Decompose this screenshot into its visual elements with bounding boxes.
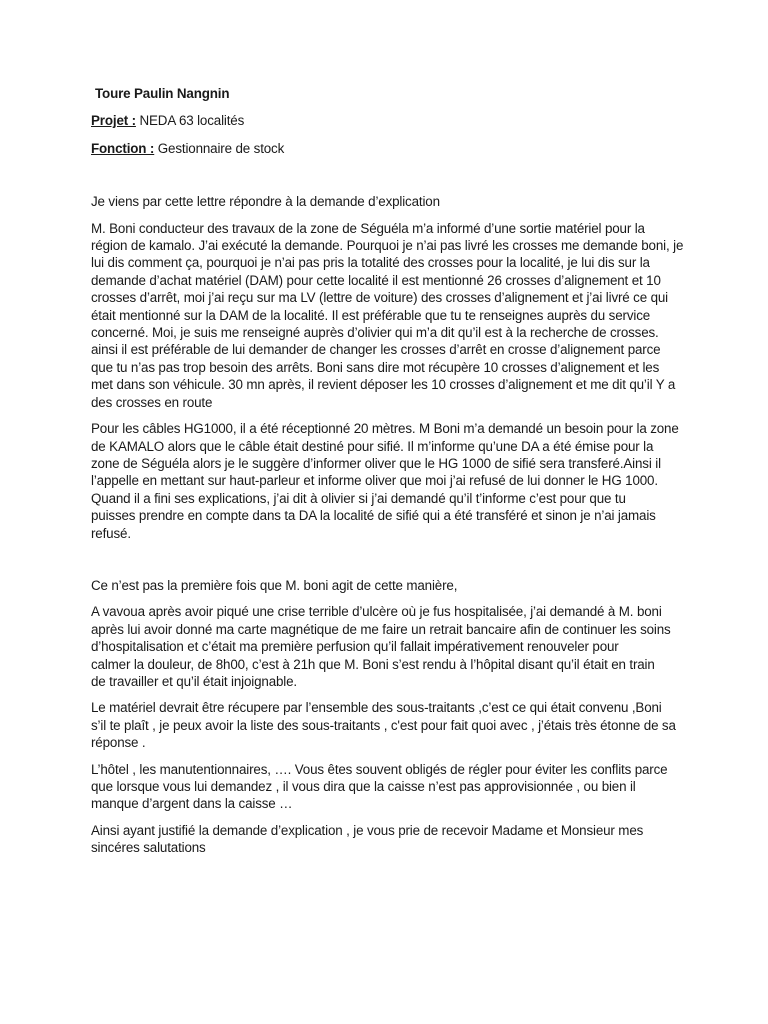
projet-value: NEDA 63 localités bbox=[135, 113, 245, 129]
paragraph-hotel bbox=[91, 761, 691, 813]
paragraph-line: que tu n’as pas trop besoin des arrêts. Boni sans dire mot récupère 10 crosses d’alignement et les bbox=[91, 359, 660, 375]
paragraph-line: L’hôtel , les manutentionnaires, …. Vous êtes souvent obligés de régler pour éviter les conflits parce bbox=[91, 761, 668, 777]
paragraph-line: d’hospitalisation et c’était ma première perfusion qu’il fallait impérativement renouveler pour bbox=[91, 639, 619, 655]
paragraph-line: Quand il a fini ses explications, j’ai dit à olivier si j’ai demandé qu’il t’informe c’est pour que tu bbox=[91, 490, 626, 506]
paragraph-line: met dans son véhicule. 30 mn après, il revient déposer les 10 crosses d’alignement et me dit qu’il Y a bbox=[91, 377, 676, 393]
paragraph-line: lui dis comment ça, pourquoi je n’ai pas pris la totalité des crosses pour la localité, je lui dis sur la bbox=[91, 255, 650, 271]
author-name: Toure Paulin Nangnin bbox=[95, 86, 230, 101]
paragraph-line: région de kamalo. J’ai exécuté la demande. Pourquoi je n’ai pas livré les crosses me demande boni, je bbox=[91, 238, 684, 254]
paragraph-line: demande d’achat matériel (DAM) pour cette localité il est mentionné 26 crosses d’alignement et 10 bbox=[91, 272, 661, 288]
paragraph-line: de KAMALO alors que le câble était destiné pour sifié. Il m’informe qu’une DA a été émise pour la bbox=[91, 438, 654, 454]
paragraph-line: après lui avoir donné ma carte magnétique de me faire un retrait bancaire afin de continuer les soins bbox=[91, 621, 671, 637]
letter-content bbox=[91, 85, 691, 866]
paragraph-first-time: Ce n’est pas la première fois que M. boni agit de cette manière, bbox=[91, 577, 458, 593]
paragraph-line: que lorsque vous lui demandez , il vous dira que la caisse n’est pas approvisionnée , ou bien il bbox=[91, 779, 636, 794]
paragraph-line: concerné. Moi, je suis me renseigné auprès d’olivier qui m’a dit qu’il est à la recherche de crosses. bbox=[91, 325, 659, 341]
paragraph-line: A vavoua après avoir piqué une crise terrible d’ulcère où je fus hospitalisée, j’ai demandé à M. boni bbox=[91, 604, 662, 620]
paragraph-line: M. Boni conducteur des travaux de la zone de Séguéla m’a informé d’une sortie matériel pour la bbox=[91, 220, 645, 236]
fonction-value: Gestionnaire de stock bbox=[154, 140, 285, 156]
paragraph-line: manque d’argent dans la caisse … bbox=[91, 796, 293, 812]
paragraph-line: s’il te plaît , je peux avoir la liste des sous-traitants , c'est pour fait quoi avec , j’étais très étonne de sa bbox=[91, 717, 676, 733]
paragraph-line: calmer la douleur, de 8h00, c’est à 21h que M. Boni s’est rendu à l’hôpital disant qu’il était en train bbox=[91, 656, 655, 672]
paragraph-closing bbox=[91, 822, 691, 857]
fonction-label: Fonction : bbox=[91, 140, 155, 156]
paragraph-line: Ainsi ayant justifié la demande d’explication , je vous prie de recevoir Madame et Monsieur mes bbox=[91, 822, 644, 838]
projet-label: Projet : bbox=[91, 113, 136, 129]
paragraph-line: zone de Séguéla alors je le suggère d’informer oliver que le HG 1000 de sifié sera transferé.Ainsi il bbox=[91, 455, 661, 471]
paragraph-line: des crosses en route bbox=[91, 394, 213, 410]
paragraph-materiel bbox=[91, 699, 691, 751]
paragraph-line: de travailler et qu’il était injoignable. bbox=[91, 673, 297, 689]
paragraph-line: l’appelle en mettant sur haut-parleur et informe oliver que moi j’ai refusé de lui donner le HG 1000. bbox=[91, 473, 658, 489]
paragraph-line: sincéres salutations bbox=[91, 840, 206, 856]
paragraph-line: puisses prendre en compte dans ta DA la localité de sifié qui a été transféré et sinon je n’ai jamais bbox=[91, 508, 656, 524]
fonction-line bbox=[91, 140, 691, 157]
paragraph-line: Le matériel devrait être récupere par l’ensemble des sous-traitants ,c’est ce qui était convenu ,Boni bbox=[91, 700, 662, 716]
projet-line bbox=[91, 112, 691, 129]
paragraph-line: était mentionné sur la DAM de la localité. Il est préférable que tu te renseignes auprès du service bbox=[91, 307, 651, 323]
intro-paragraph: Je viens par cette lettre répondre à la demande d’explication bbox=[91, 194, 440, 210]
paragraph-line: Pour les câbles HG1000, il a été réceptionné 20 mètres. M Boni m’a demandé un besoin pour la zone bbox=[91, 421, 679, 437]
paragraph-line: crosses d’arrêt, moi j’ai reçu sur ma LV (lettre de voiture) des crosses d’alignement et j’ai livré ce qui bbox=[91, 290, 668, 306]
paragraph-crosses bbox=[91, 220, 691, 411]
paragraph-cables bbox=[91, 420, 691, 542]
paragraph-line: refusé. bbox=[91, 525, 131, 541]
paragraph-line: réponse . bbox=[91, 735, 146, 751]
paragraph-vavoua bbox=[91, 603, 691, 690]
paragraph-line: ainsi il est préférable de lui demander de changer les crosses d’arrêt en crosse d’alignement parce bbox=[91, 342, 661, 358]
